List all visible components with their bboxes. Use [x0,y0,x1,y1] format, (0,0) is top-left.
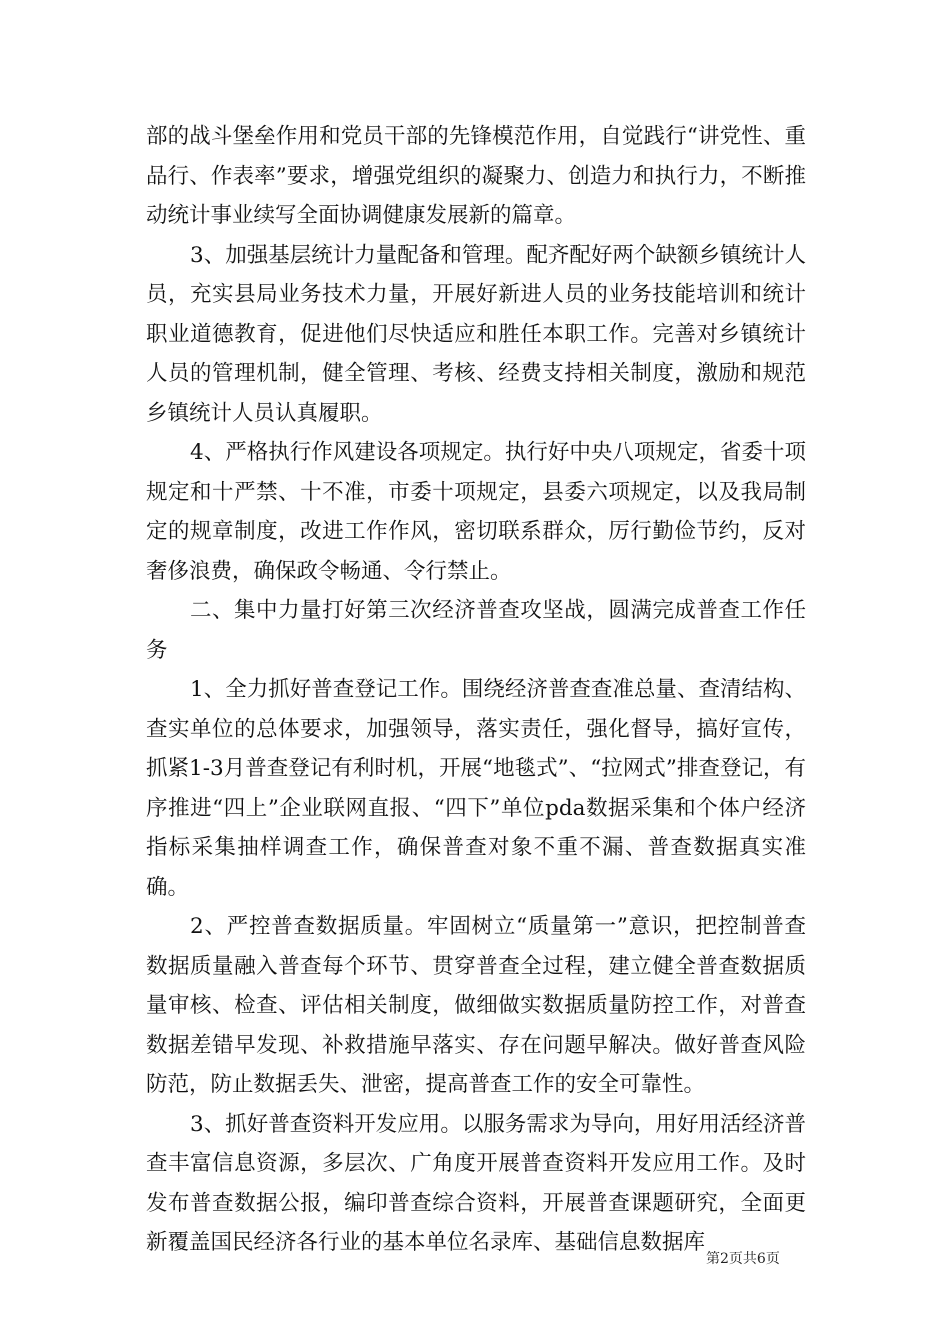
page-number: 第2页共6页 [706,1251,780,1267]
paragraph-grassroots-staffing: 3、加强基层统计力量配备和管理。配齐配好两个缺额乡镇统计人员，充实县局业务技术力量，开展好新进人员的业务技能培训和统计职业道德教育，促进他们尽快适应和胜任本职工作。完善对乡镇统计人员的管理机制，健全管理、考核、经费支持相关制度，激励和规范乡镇统计人员认真履职。 [146,242,806,426]
paragraph-work-style-rules: 4、严格执行作风建设各项规定。执行好中央八项规定，省委十项规定和十严禁、十不准，市委十项规定，县委六项规定，以及我局制定的规章制度，改进工作作风，密切联系群众，厉行勤俭节约，反对奢侈浪费，确保政令畅通、令行禁止。 [146,440,806,584]
paragraph-party-role: 部的战斗堡垒作用和党员干部的先锋模范作用，自觉践行“讲党性、重品行、作表率”要求，增强党组织的凝聚力、创造力和执行力，不断推动统计事业续写全面协调健康发展新的篇章。 [146,124,806,228]
paragraph-census-registration: 1、全力抓好普查登记工作。围绕经济普查查准总量、查清结构、查实单位的总体要求，加强领导，落实责任，强化督导，搞好宣传，抓紧1-3月普查登记有利时机，开展“地毯式”、“拉网式”排查登记，有序推进“四上”企业联网直报、“四下”单位pda数据采集和个体户经济指标采集抽样调查工作，确保普查对象不重不漏、普查数据真实准确。 [146,677,806,900]
paragraph-data-quality: 2、严控普查数据质量。牢固树立“质量第一”意识，把控制普查数据质量融入普查每个环节、贯穿普查全过程，建立健全普查数据质量审核、检查、评估相关制度，做细做实数据质量防控工作，对普查数据差错早发现、补救措施早落实、存在问题早解决。做好普查风险防范，防止数据丢失、泄密，提高普查工作的安全可靠性。 [146,914,806,1097]
section-heading-economic-census: 二、集中力量打好第三次经济普查攻坚战，圆满完成普查工作任务 [146,598,806,663]
document-body [146,117,806,1263]
paragraph-data-application: 3、抓好普查资料开发应用。以服务需求为导向，用好用活经济普查丰富信息资源，多层次、广角度开展普查资料开发应用工作。及时发布普查数据公报，编印普查综合资料，开展普查课题研究，全面更新覆盖国民经济各行业的基本单位名录库、基础信息数据库 [146,1111,806,1255]
